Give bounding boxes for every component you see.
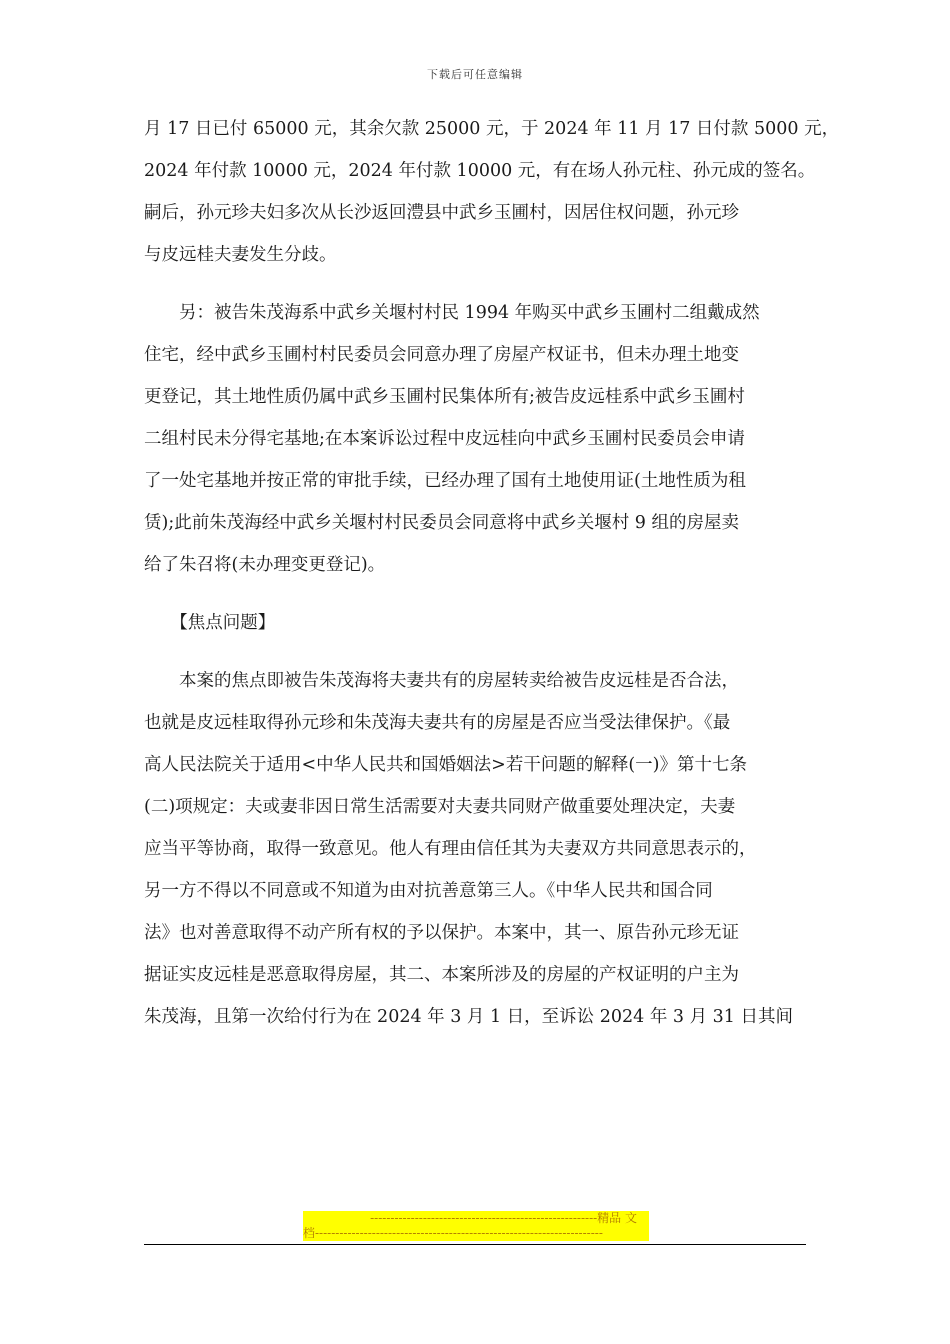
footer-divider <box>144 1244 806 1245</box>
text-line: 给了朱召将(未办理变更登记)。 <box>144 555 386 575</box>
text-line: 也就是皮远桂取得孙元珍和朱茂海夫妻共有的房屋是否应当受法律保护。《最 <box>144 713 731 733</box>
paragraph-additional-facts <box>144 292 814 586</box>
text-line: 更登记，其土地性质仍属中武乡玉圃村民集体所有;被告皮远桂系中武乡玉圃村 <box>144 387 745 407</box>
text-line: 另一方不得以不同意或不知道为由对抗善意第三人。《中华人民共和国合同 <box>144 881 713 901</box>
text-line: 了一处宅基地并按正常的审批手续，已经办理了国有土地使用证(土地性质为租 <box>144 471 746 491</box>
text-line: 月 17 日已付 65000 元，其余欠款 25000 元，于 2024 年 11 月 17 日付款 5000 元， <box>144 119 840 139</box>
text-line: 赁);此前朱茂海经中武乡关堰村村民委员会同意将中武乡关堰村 9 组的房屋卖 <box>144 513 739 533</box>
paragraph-payment-history <box>144 108 840 276</box>
footer-line: 档----------------------------------------------------------------------- <box>303 1226 649 1241</box>
text-line: 本案的焦点即被告朱茂海将夫妻共有的房屋转卖给被告皮远桂是否合法， <box>144 671 739 691</box>
text-line: 住宅，经中武乡玉圃村村民委员会同意办理了房屋产权证书，但未办理土地变 <box>144 345 739 365</box>
page-header: 下载后可任意编辑 <box>427 68 523 81</box>
text-line: 另：被告朱茂海系中武乡关堰村村民 1994 年购买中武乡玉圃村二组戴成然 <box>144 303 760 323</box>
text-line: 二组村民未分得宅基地;在本案诉讼过程中皮远桂向中武乡玉圃村民委员会申请 <box>144 429 745 449</box>
section-heading-focus-issue <box>144 602 814 644</box>
document-body <box>144 108 840 1038</box>
footer-line: --------------------------------------------------------精品 文 <box>303 1211 649 1226</box>
footer-watermark <box>303 1211 649 1241</box>
section-heading: 【焦点问题】 <box>144 613 276 633</box>
paragraph-focus-analysis <box>144 660 814 1038</box>
text-line: 朱茂海，且第一次给付行为在 2024 年 3 月 1 日，至诉讼 2024 年 3 月 31 日其间 <box>144 1007 793 1027</box>
text-line: 高人民法院关于适用<中华人民共和国婚姻法>若干问题的解释(一)》第十七条 <box>144 755 747 775</box>
text-line: 据证实皮远桂是恶意取得房屋，其二、本案所涉及的房屋的产权证明的户主为 <box>144 965 739 985</box>
text-line: 2024 年付款 10000 元，2024 年付款 10000 元，有在场人孙元柱、孙元成的签名。 <box>144 161 816 181</box>
text-line: 与皮远桂夫妻发生分歧。 <box>144 245 337 265</box>
text-line: 应当平等协商，取得一致意见。他人有理由信任其为夫妻双方共同意思表示的， <box>144 839 757 859</box>
text-line: 嗣后，孙元珍夫妇多次从长沙返回澧县中武乡玉圃村，因居住权问题，孙元珍 <box>144 203 739 223</box>
text-line: (二)项规定：夫或妻非因日常生活需要对夫妻共同财产做重要处理决定，夫妻 <box>144 797 736 817</box>
text-line: 法》也对善意取得不动产所有权的予以保护。本案中，其一、原告孙元珍无证 <box>144 923 739 943</box>
